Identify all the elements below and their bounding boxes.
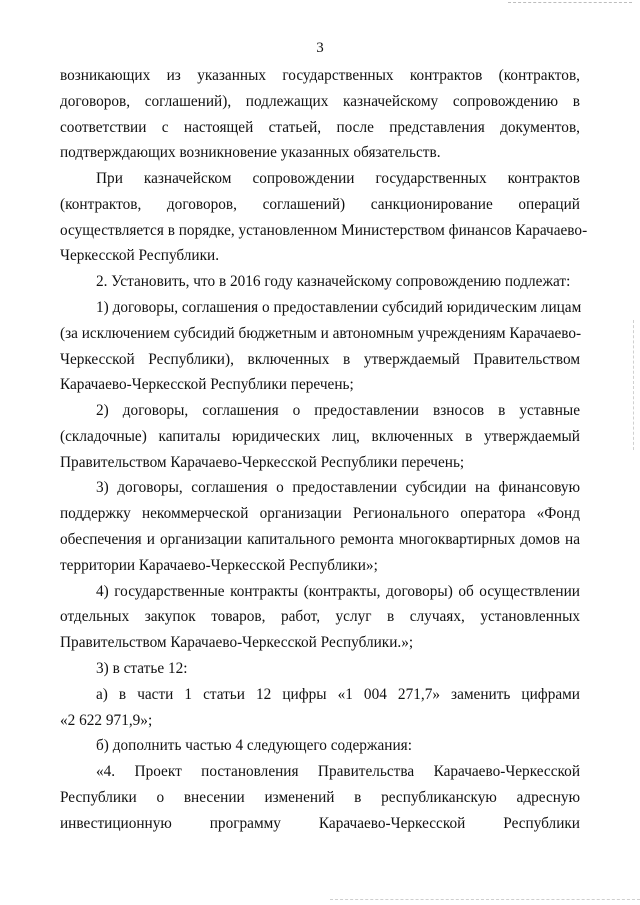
text-line: Республики о внесении изменений в республиканскую адресную (60, 788, 580, 806)
text-line: «4. Проект постановления Правительства Карачаево-Черкесской (96, 763, 580, 781)
text-line: «2 622 971,9»; (60, 711, 153, 729)
text-line: 3) договоры, соглашения о предоставлении субсидии на финансовую (96, 479, 580, 497)
text-line: 3) в статье 12: (96, 659, 188, 677)
text-line: осуществляется в порядке, установленном Министерством финансов Карачаево- (60, 221, 588, 239)
text-line: Карачаево-Черкесской Республики перечень; (60, 376, 354, 394)
text-line: 1) договоры, соглашения о предоставлении субсидий юридическим лицам (96, 299, 582, 317)
text-line: Черкесской Республики), включенных в утверждаемый Правительством (60, 350, 580, 368)
text-line: 2. Установить, что в 2016 году казначейскому сопровождению подлежат: (96, 273, 571, 291)
scan-artifact-side (633, 320, 634, 450)
text-line: договоров, соглашений), подлежащих казначейскому сопровождению в (60, 92, 580, 110)
text-line: Черкесской Республики. (60, 247, 220, 265)
text-line: соответствии с настоящей статьей, после представления документов, (60, 118, 580, 136)
text-line: При казначейском сопровождении государственных контрактов (96, 170, 580, 188)
text-line: а) в части 1 статьи 12 цифры «1 004 271,7» заменить цифрами (96, 685, 580, 703)
text-line: Правительством Карачаево-Черкесской Республики.»; (60, 634, 414, 652)
text-line: 4) государственные контракты (контракты, договоры) об осуществлении (96, 582, 580, 600)
text-line: территории Карачаево-Черкесской Республики»; (60, 556, 378, 574)
text-line: поддержку некоммерческой организации Регионального оператора «Фонд (60, 505, 580, 523)
text-line: Правительством Карачаево-Черкесской Республики перечень; (60, 453, 465, 471)
scan-artifact-bottom (330, 899, 640, 900)
text-line: инвестиционную программу Карачаево-Черкесской Республики (60, 814, 580, 832)
scan-artifact-top (508, 2, 632, 3)
text-line: подтверждающих возникновение указанных обязательств. (60, 144, 441, 162)
text-line: (за исключением субсидий бюджетным и автономным учреждениям Карачаево- (60, 324, 582, 342)
text-line: б) дополнить частью 4 следующего содержания: (96, 737, 412, 755)
text-line: отдельных закупок товаров, работ, услуг в случаях, установленных (60, 608, 580, 626)
text-line: (контрактов, договоров, соглашений) санкционирование операций (60, 195, 580, 213)
page-number: 3 (316, 40, 324, 56)
text-line: возникающих из указанных государственных контрактов (контрактов, (60, 67, 580, 84)
text-line: обеспечения и организации капитального ремонта многоквартирных домов на (60, 531, 580, 549)
text-line: (складочные) капиталы юридических лиц, включенных в утверждаемый (60, 427, 580, 445)
text-line: 2) договоры, соглашения о предоставлении взносов в уставные (96, 402, 580, 420)
